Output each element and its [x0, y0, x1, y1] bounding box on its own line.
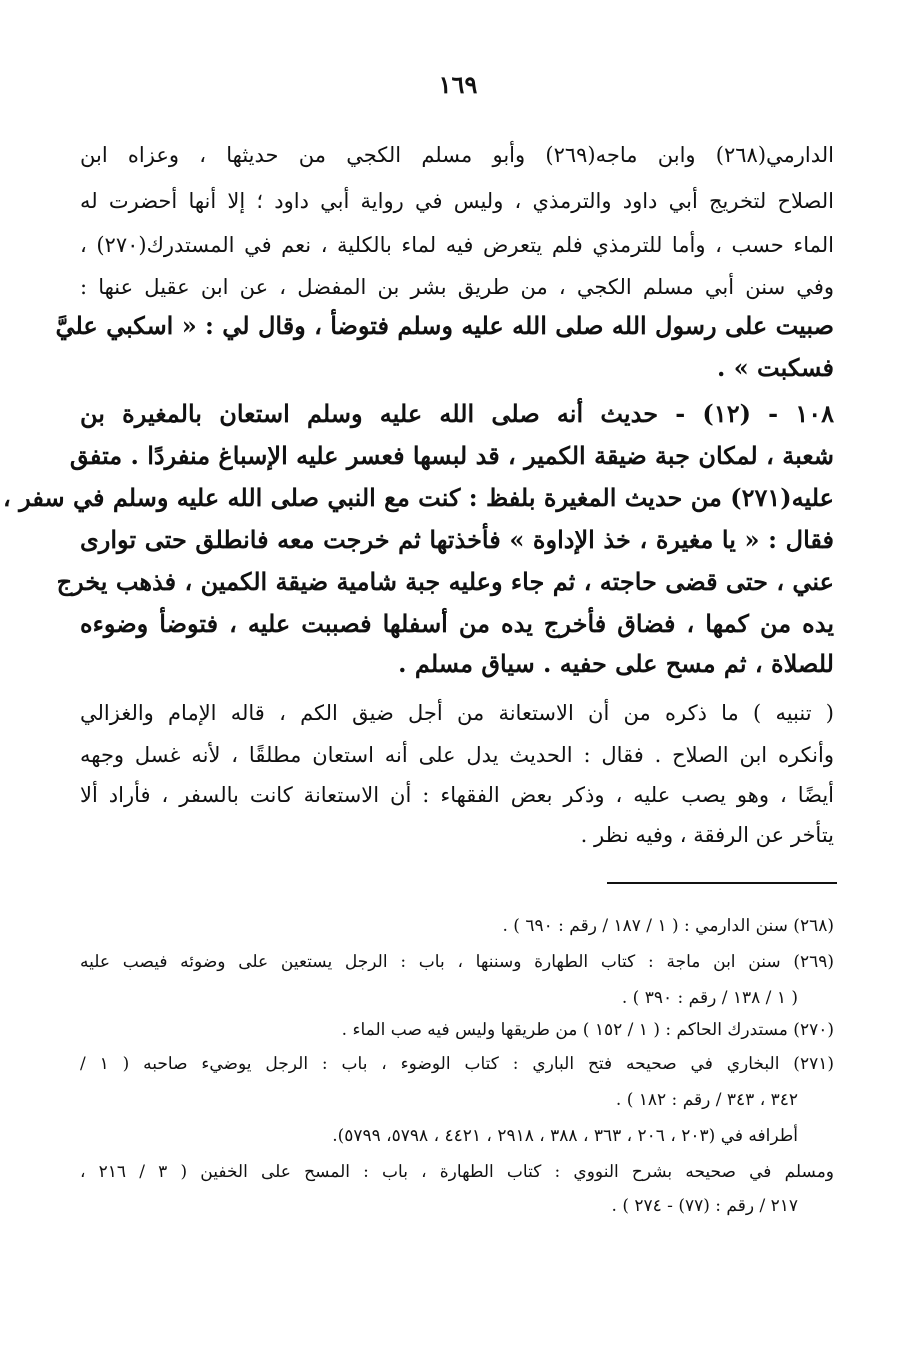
footnote-line: (٢٦٨) سنن الدارمي : ( ١ / ١٨٧ / رقم : ٦٩٠ ) . — [502, 916, 834, 936]
hadith-heading-line: ١٠٨ - (١٢) - حديث أنه صلى الله عليه وسلم استعان بالمغيرة بن — [80, 399, 834, 428]
hadith-text-line: فقال : « يا مغيرة ، خذ الإداوة » فأخذتها ثم خرجت معه فانطلق حتى توارى — [80, 525, 834, 554]
note-line: يتأخر عن الرفقة ، وفيه نظر . — [580, 823, 834, 847]
footnote-line: (٢٧١) البخاري في صحيحه فتح الباري : كتاب الوضوء ، باب : الرجل يوضيء صاحبه ( ١ / — [80, 1054, 834, 1074]
note-line: وأنكره ابن الصلاح . فقال : الحديث يدل على أنه استعان مطلقًا ، لأنه غسل وجهه — [80, 743, 834, 767]
text-line: عليه(٢٧١) من حديث المغيرة بلفظ : كنت مع النبي صلى الله عليه وسلم في سفر ، — [3, 483, 834, 512]
hadith-text-line: صبيت على رسول الله صلى الله عليه وسلم فتوضأ ، وقال لي : « اسكبي عليَّ — [55, 311, 834, 340]
footnote-line: (٢٦٩) سنن ابن ماجة : كتاب الطهارة وسننها ، باب : الرجل يستعين على وضوئه فيصب عليه — [80, 952, 834, 972]
note-line: ( تنبيه ) ما ذكره من أن الاستعانة من أجل ضيق الكم ، قاله الإمام والغزالي — [80, 701, 834, 725]
text-line: الدارمي(٢٦٨) وابن ماجه(٢٦٩) وأبو مسلم الكجي من حديثها ، وعزاه ابن — [80, 143, 834, 167]
page-number: ١٦٩ — [438, 70, 478, 99]
text-line: وفي سنن أبي مسلم الكجي ، من طريق بشر بن المفضل ، عن ابن عقيل عنها : — [80, 275, 834, 299]
footnote-line: ( ١ / ١٣٨ / رقم : ٣٩٠ ) . — [621, 988, 798, 1008]
footnote-line: ومسلم في صحيحه بشرح النووي : كتاب الطهارة ، باب : المسح على الخفين ( ٣ / ٢١٦ ، — [80, 1162, 835, 1182]
note-line: أيضًا ، وهو يصب عليه ، وذكر بعض الفقهاء : أن الاستعانة كانت بالسفر ، فأراد ألا — [80, 783, 834, 807]
footnote-line: ٣٤٢ ، ٣٤٣ / رقم : ١٨٢ ) . — [615, 1090, 798, 1110]
hadith-text-line: يده من كمها ، فضاق فأخرج يده من أسفلها فصببت عليه ، فتوضأ وضوءه — [80, 609, 834, 638]
hadith-heading-line: شعبة ، لمكان جبة ضيقة الكمير ، قد لبسها فعسر عليه الإسباغ منفردًا . متفق — [69, 441, 834, 470]
footnote-line: ٢١٧ / رقم : (٧٧) - ٢٧٤ ) . — [611, 1196, 798, 1216]
text-line: الماء حسب ، وأما للترمذي فلم يتعرض فيه لماء بالكلية ، نعم في المستدرك(٢٧٠) ، — [80, 233, 834, 257]
hadith-text-line: للصلاة ، ثم مسح على حفيه . سياق مسلم . — [398, 649, 834, 678]
hadith-text-line: فسكبت » . — [716, 353, 834, 382]
text-line: الصلاح لتخريج أبي داود والترمذي ، وليس في رواية أبي داود ؛ إلا أنها أحضرت له — [80, 189, 834, 213]
footnote-separator — [607, 882, 837, 884]
hadith-text-line: عني ، حتى قضى حاجته ، ثم جاء وعليه جبة شامية ضيقة الكمين ، فذهب يخرج — [56, 567, 834, 596]
footnote-line: أطرافه في (٢٠٣ ، ٢٠٦ ، ٣٦٣ ، ٣٨٨ ، ٢٩١٨ ، ٤٤٢١ ، ٥٧٩٨، ٥٧٩٩). — [332, 1126, 798, 1146]
footnote-line: (٢٧٠) مستدرك الحاكم : ( ١ / ١٥٢ ) من طريقها وليس فيه صب الماء . — [341, 1020, 834, 1040]
